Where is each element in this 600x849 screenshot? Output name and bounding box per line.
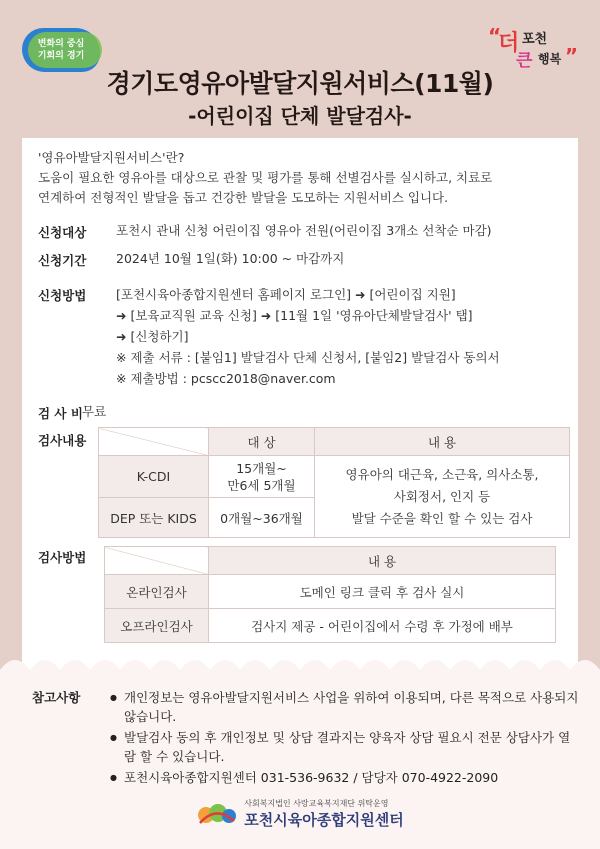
method-desc: 도메인 링크 클릭 후 검사 실시 — [209, 575, 556, 609]
notes-label: 참고사항 — [32, 690, 81, 705]
slogan-deo: 더 — [498, 31, 520, 56]
header-desc: 내 용 — [209, 547, 556, 575]
table-row — [105, 609, 556, 643]
footer-operator: 사회복지법인 사랑교육복지재단 위탁운영 — [244, 799, 389, 808]
exam-method-label: 검사방법 — [38, 550, 87, 565]
desc-line: 사회정서, 인지 등 — [393, 488, 491, 504]
footer-center-name: 포천시육아종합지원센터 — [244, 811, 404, 829]
corner-cell — [99, 428, 209, 456]
content-label: 검사내용 — [38, 433, 87, 448]
logo-line2: 기회의 경기 — [37, 51, 85, 61]
method-line: ➜ [신청하기] — [116, 329, 189, 344]
method-steps — [116, 284, 500, 389]
fee-value: 무료 — [82, 404, 107, 419]
footer — [0, 798, 600, 830]
list-item: ● 개인정보는 영유아발달지원서비스 사업을 위하여 이용되며, 다른 목적으로 사용되지 않습니다. — [110, 688, 580, 726]
period-value: 2024년 10월 1일(화) 10:00 ~ 마감까지 — [116, 251, 345, 266]
method-line: [포천시육아종합지원센터 홈페이지 로그인] ➜ [어린이집 지원] — [116, 287, 456, 302]
exam-target — [209, 456, 315, 498]
table-row — [105, 575, 556, 609]
method-line: ※ 제출 서류 : [붙임1] 발달검사 단체 신청서, [붙임2] 발달검사 동의서 — [116, 350, 500, 365]
page-subtitle: -어린이집 단체 발달검사- — [188, 104, 412, 128]
exam-name: DEP 또는 KIDS — [99, 498, 209, 538]
list-item: ● 포천시육아종합지원센터 031-536-9632 / 담당자 070-4922-2090 — [110, 768, 580, 787]
exam-name: K-CDI — [99, 456, 209, 498]
fee-label: 검 사 비 — [38, 406, 83, 421]
header-desc: 내 용 — [315, 428, 570, 456]
intro-text — [38, 148, 578, 208]
list-item: ● 발달검사 동의 후 개인정보 및 상담 결과지는 양육자 상담 필요시 전문 상담사가 열람 할 수 있습니다. — [110, 728, 580, 766]
target-value: 포천시 관내 신청 어린이집 영유아 전원(어린이집 3개소 선착순 마감) — [116, 223, 492, 238]
method-desc: 검사지 제공 - 어린이집에서 수령 후 가정에 배부 — [209, 609, 556, 643]
notes-list — [110, 688, 580, 789]
scallop-divider — [0, 650, 600, 690]
method-label: 신청방법 — [38, 288, 87, 303]
intro-line: 연계하여 전형적인 발달을 돕고 건강한 발달을 도모하는 지원서비스 입니다. — [38, 190, 449, 205]
slogan-haengbok: 행복 — [538, 52, 562, 66]
logo-line1: 변화의 중심 — [37, 39, 85, 49]
pocheon-slogan-logo: “ 더 포천 큰 행복 ” — [488, 24, 578, 71]
center-logo-icon — [196, 799, 238, 829]
desc-line: 영유아의 대근육, 소근육, 의사소통, — [345, 466, 539, 482]
intro-line: '영유아발달지원서비스'란? — [38, 150, 185, 165]
method-line: ➜ [보육교직원 교육 신청] ➜ [11월 1일 '영유아단체발달검사' 탭] — [116, 308, 473, 323]
content-table — [98, 427, 570, 538]
exam-target: 0개월~36개월 — [209, 498, 315, 538]
target-line: 만6세 5개월 — [227, 477, 296, 493]
period-label: 신청기간 — [38, 253, 87, 268]
page-title: 경기도영유아발달지원서비스(11월) — [106, 69, 494, 98]
target-line: 15개월~ — [236, 460, 287, 476]
slogan-keun: 큰 — [516, 51, 533, 71]
method-name: 온라인검사 — [105, 575, 209, 609]
corner-cell — [105, 547, 209, 575]
exam-description — [315, 456, 570, 538]
slogan-pocheon: 포천 — [522, 32, 548, 47]
table-row — [99, 456, 570, 498]
target-label: 신청대상 — [38, 225, 87, 240]
method-name: 오프라인검사 — [105, 609, 209, 643]
exam-method-table — [104, 546, 556, 643]
header-target: 대 상 — [209, 428, 315, 456]
submission-email: ※ 제출방법 : pcscc2018@naver.com — [116, 371, 336, 386]
desc-line: 발달 수준을 확인 할 수 있는 검사 — [351, 510, 533, 526]
intro-line: 도움이 필요한 영유아를 대상으로 관찰 및 평가를 통해 선별검사를 실시하고, 치료로 — [38, 170, 493, 185]
